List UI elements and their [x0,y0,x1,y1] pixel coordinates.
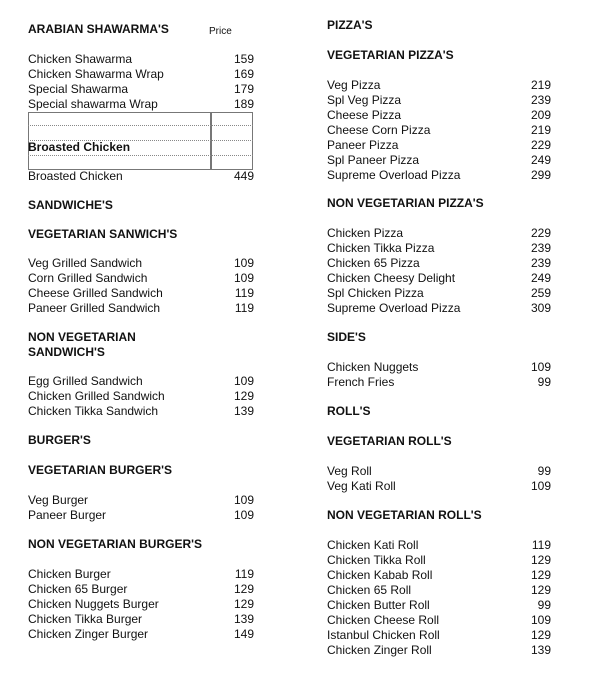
item-price: 249 [530,271,551,285]
item-name: Chicken Zinger Roll [327,643,432,657]
item-name: Veg Roll [327,464,372,478]
menu-item [327,153,551,168]
item-name: Paneer Burger [28,508,107,522]
menu-item [28,67,254,82]
item-price: 129 [233,389,254,403]
cell-divider [28,125,253,126]
item-price: 179 [233,82,254,96]
item-price: 109 [530,613,551,627]
item-price: 109 [233,374,254,388]
item-price: 239 [530,256,551,270]
menu-item [327,628,551,643]
item-price: 299 [530,168,551,182]
menu-item [327,138,551,153]
item-name: Chicken Nuggets [327,360,419,374]
item-name: Special shawarma Wrap [28,97,158,111]
menu-item [28,169,254,184]
item-name: Veg Grilled Sandwich [28,256,143,270]
item-price: 109 [233,493,254,507]
item-price: 159 [233,52,254,66]
item-price: 129 [530,553,551,567]
item-price: 239 [530,241,551,255]
item-price: 229 [530,226,551,240]
menu-item [28,627,254,642]
item-name: Cheese Corn Pizza [327,123,431,137]
item-name: Istanbul Chicken Roll [327,628,440,642]
item-name: Spl Veg Pizza [327,93,402,107]
menu-item [28,493,254,508]
menu-item [327,598,551,613]
menu-item [327,375,551,390]
item-name: Chicken Cheesy Delight [327,271,456,285]
subsection-title-veg-pizzas: VEGETARIAN PIZZA'S [327,48,454,62]
menu-item [28,301,254,316]
item-price: 209 [530,108,551,122]
menu-item [28,508,254,523]
section-title-burgers: BURGER'S [28,433,91,447]
section-title-broasted: Broasted Chicken [28,140,131,154]
menu-item [327,93,551,108]
item-name: Spl Paneer Pizza [327,153,420,167]
item-price: 229 [530,138,551,152]
item-price: 109 [530,479,551,493]
item-price: 109 [530,360,551,374]
item-name: Corn Grilled Sandwich [28,271,148,285]
menu-item [28,97,254,112]
item-price: 149 [233,627,254,641]
item-name: Cheese Pizza [327,108,402,122]
item-name: Chicken Tikka Pizza [327,241,435,255]
item-price: 99 [537,375,551,389]
item-price: 249 [530,153,551,167]
menu-item [28,286,254,301]
menu-item [28,82,254,97]
item-price: 109 [233,508,254,522]
menu-item [327,241,551,256]
menu-item [327,286,551,301]
menu-item [327,256,551,271]
item-price: 139 [233,404,254,418]
item-name: Chicken Shawarma [28,52,133,66]
item-price: 239 [530,93,551,107]
item-name: Chicken Butter Roll [327,598,430,612]
item-name: Spl Chicken Pizza [327,286,424,300]
menu-item [327,464,551,479]
item-price: 449 [233,169,254,183]
item-price: 309 [530,301,551,315]
item-price: 129 [233,597,254,611]
subsection-title-nonveg-burgers: NON VEGETARIAN BURGER'S [28,537,202,551]
menu-item [327,479,551,494]
item-name: Paneer Grilled Sandwich [28,301,161,315]
item-name: Chicken Pizza [327,226,404,240]
menu-item [28,271,254,286]
item-price: 109 [233,256,254,270]
item-price: 99 [537,598,551,612]
item-price: 109 [233,271,254,285]
item-name: Veg Kati Roll [327,479,396,493]
item-name: Broasted Chicken [28,169,123,183]
item-name: Chicken Grilled Sandwich [28,389,165,403]
subsection-title-nonveg-rolls: NON VEGETARIAN ROLL'S [327,508,482,522]
item-name: Chicken Kati Roll [327,538,419,552]
subsection-title-nonveg-sandwiches-line2: SANDWICH'S [28,345,105,359]
subsection-title-veg-sandwiches: VEGETARIAN SANWICH'S [28,227,178,241]
item-name: Chicken Burger [28,567,111,581]
section-title-sandwiches: SANDWICHE'S [28,198,113,212]
menu-item [28,612,254,627]
subsection-title-nonveg-pizzas: NON VEGETARIAN PIZZA'S [327,196,484,210]
item-name: Chicken 65 Burger [28,582,128,596]
menu-item [327,123,551,138]
item-price: 119 [234,286,254,300]
menu-item [28,404,254,419]
menu-item [28,582,254,597]
item-name: Egg Grilled Sandwich [28,374,143,388]
price-column-header: Price [209,26,232,37]
item-name: Chicken 65 Roll [327,583,412,597]
section-title-sides: SIDE'S [327,330,366,344]
item-name: Chicken Tikka Burger [28,612,143,626]
menu-item [28,567,254,582]
menu-item [28,52,254,67]
menu-item [327,553,551,568]
item-name: Chicken Nuggets Burger [28,597,159,611]
subsection-title-veg-burgers: VEGETARIAN BURGER'S [28,463,172,477]
item-price: 99 [537,464,551,478]
item-price: 119 [234,301,254,315]
cell-divider [28,155,253,156]
subsection-title-nonveg-sandwiches-line1: NON VEGETARIAN [28,330,136,344]
item-price: 139 [530,643,551,657]
item-name: French Fries [327,375,395,389]
subsection-title-veg-rolls: VEGETARIAN ROLL'S [327,434,452,448]
menu-item [28,389,254,404]
menu-item [28,374,254,389]
menu-item [327,271,551,286]
menu-item [327,643,551,658]
item-price: 169 [233,67,254,81]
item-name: Special Shawarma [28,82,129,96]
item-name: Chicken 65 Pizza [327,256,420,270]
menu-item [327,108,551,123]
item-name: Chicken Shawarma Wrap [28,67,164,81]
item-name: Paneer Pizza [327,138,399,152]
item-price: 189 [233,97,254,111]
menu-item [327,301,551,316]
item-price: 129 [530,583,551,597]
section-title-shawarma: ARABIAN SHAWARMA'S [28,22,169,36]
item-name: Supreme Overload Pizza [327,168,461,182]
item-name: Chicken Cheese Roll [327,613,440,627]
item-price: 119 [234,567,254,581]
menu-item [327,78,551,93]
menu-item [327,360,551,375]
item-price: 219 [530,123,551,137]
menu-item [28,256,254,271]
item-name: Cheese Grilled Sandwich [28,286,163,300]
item-price: 219 [530,78,551,92]
item-name: Chicken Zinger Burger [28,627,149,641]
menu-item [327,583,551,598]
item-price: 139 [233,612,254,626]
item-name: Veg Burger [28,493,89,507]
item-price: 259 [530,286,551,300]
menu-item [327,613,551,628]
item-price: 129 [530,628,551,642]
item-name: Supreme Overload Pizza [327,301,461,315]
item-name: Veg Pizza [327,78,381,92]
menu-item [327,168,551,183]
menu-item [28,597,254,612]
item-name: Chicken Tikka Roll [327,553,426,567]
item-price: 119 [531,538,551,552]
item-price: 129 [233,582,254,596]
section-title-rolls: ROLL'S [327,404,371,418]
menu-item [327,568,551,583]
item-name: Chicken Tikka Sandwich [28,404,159,418]
item-name: Chicken Kabab Roll [327,568,433,582]
menu-item [327,226,551,241]
item-price: 129 [530,568,551,582]
table-cell-border [211,112,253,170]
section-title-pizzas: PIZZA'S [327,18,373,32]
menu-item [327,538,551,553]
